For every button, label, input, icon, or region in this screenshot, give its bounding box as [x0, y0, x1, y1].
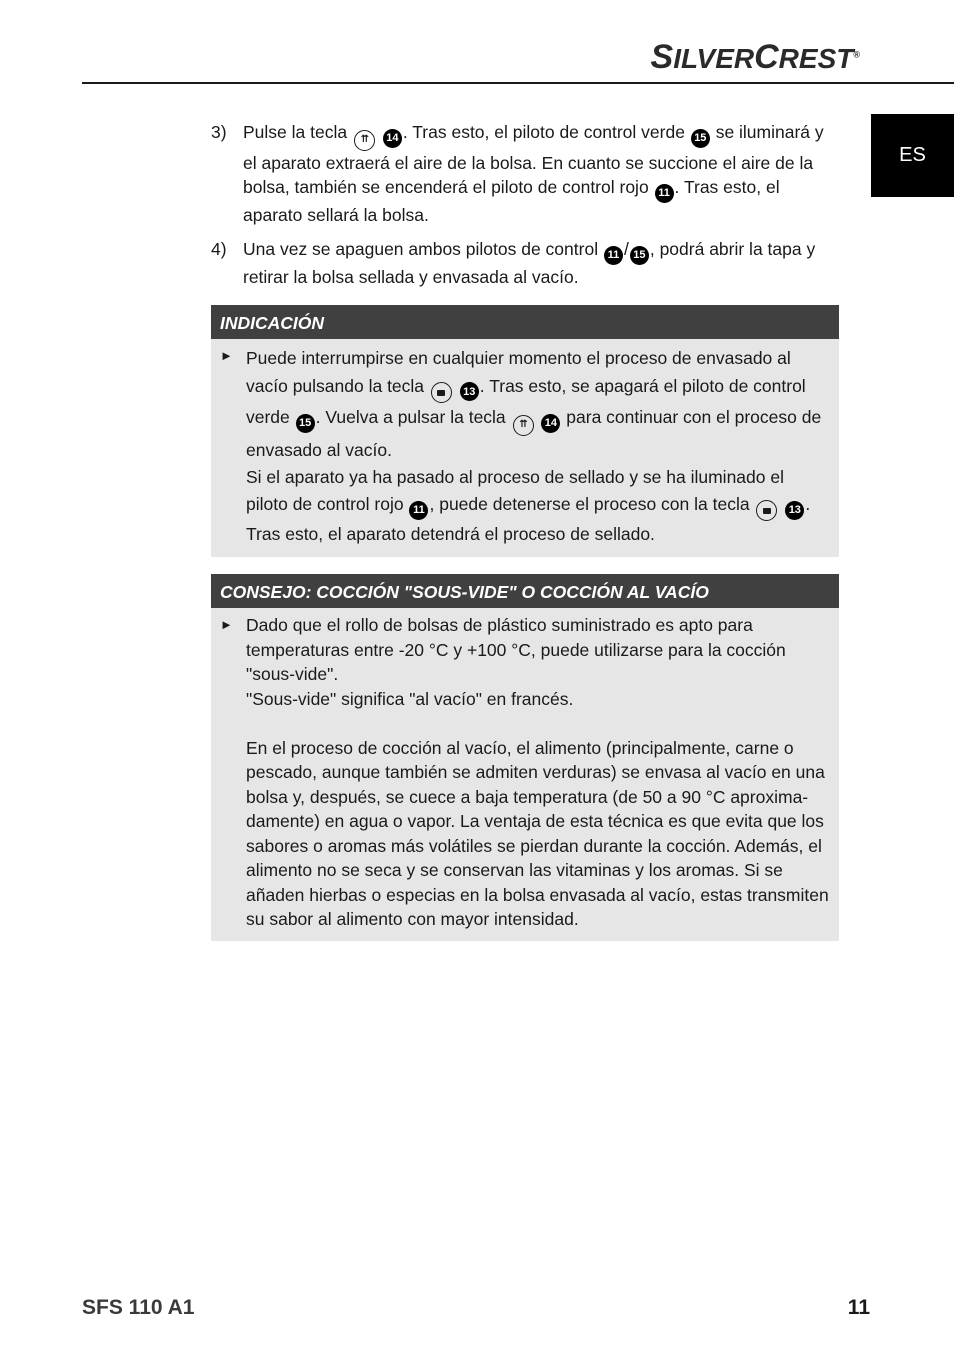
- vacuum-key-icon: ⇈: [513, 415, 534, 436]
- marker-11: 11: [655, 184, 674, 203]
- tip-paragraph-3: En el proceso de cocción al vacío, el alimento (principalmente, carne o pescado, aunque también se admiten verduras) se envasa al vacío en una bolsa y, después, se cuece a baja temperatura (de 50 a 90 °C aproxima-damente) en agua o vapor. La ventaja de esta técnica es que evita que los sabores o aromas más volátiles se pierdan durante la cocción. Además, el alimento no se seca y se conservan las vitaminas y los aromas. Si se añaden hierbas o especias en la bolsa envasada al vacío, estas transmiten su sabor al alimento con mayor intensidad.: [246, 737, 829, 929]
- tip-title: CONSEJO: COCCIÓN "SOUS-VIDE" O COCCIÓN AL VACÍO: [211, 574, 839, 608]
- note-paragraph-1: Puede interrumpirse en cualquier momento el proceso de envasado al vacío pulsando la tecla 13 . Tras esto, se apagará el piloto de control verde 15 . Vuelva a pulsar la tecla ⇈ 14 para continuar con el proceso de envasado al vacío.: [246, 347, 822, 460]
- step-text: Pulse la tecla ⇈ 14 . Tras esto, el piloto de control verde 15 se iluminará y el aparato extraerá el aire de la bolsa. En cuanto se succione el aire de la bolsa, también se encenderá el piloto de control rojo 11 . Tras esto, el aparato sellará la bolsa.: [243, 122, 824, 225]
- language-tab: ES: [871, 114, 954, 197]
- step-number: 3): [211, 122, 227, 142]
- bullet-arrow-icon: ►: [220, 347, 233, 363]
- bullet-arrow-icon: ►: [220, 617, 233, 632]
- marker-15: 15: [296, 414, 315, 433]
- note-box: [211, 305, 839, 558]
- tip-paragraph-1: Dado que el rollo de bolsas de plástico suministrado es apto para temperaturas entre -20 °C y +100 °C, puede utilizarse para la cocción "sous-vide".: [246, 615, 786, 684]
- page-content: [211, 120, 839, 941]
- header-rule: [82, 82, 954, 84]
- vacuum-key-icon: ⇈: [354, 130, 375, 151]
- step-number: 4): [211, 239, 227, 260]
- marker-15: 15: [691, 129, 710, 148]
- marker-11: 11: [409, 501, 428, 520]
- tip-box: [211, 574, 839, 941]
- marker-14: 14: [541, 414, 560, 433]
- marker-11: 11: [604, 246, 623, 265]
- brand-logo: SILVERCREST®: [650, 38, 860, 76]
- note-body: [211, 339, 839, 558]
- step-text: Una vez se apaguen ambos pilotos de control 11 / 15 , podrá abrir la tapa y retirar la bolsa sellada y envasada al vacío.: [243, 239, 816, 287]
- step-3: [211, 120, 839, 227]
- page-number: 11: [847, 1296, 870, 1319]
- marker-13: 13: [460, 382, 479, 401]
- step-4: [211, 237, 839, 289]
- tip-paragraph-2: "Sous-vide" significa "al vacío" en francés.: [246, 688, 574, 709]
- note-title: INDICACIÓN: [211, 305, 839, 339]
- note-paragraph-2: Si el aparato ya ha pasado al proceso de sellado y se ha iluminado el piloto de control rojo 11 , puede detenerse el proceso con la tecla 13 . Tras esto, el aparato detendrá el proceso de sellado.: [246, 466, 811, 544]
- stop-key-icon: [431, 382, 452, 403]
- marker-15: 15: [630, 246, 649, 265]
- marker-13: 13: [785, 501, 804, 520]
- stop-key-icon: [756, 500, 777, 521]
- footer-model: SFS 110 A1: [82, 1296, 195, 1319]
- marker-14: 14: [383, 129, 402, 148]
- tip-body: [211, 608, 839, 941]
